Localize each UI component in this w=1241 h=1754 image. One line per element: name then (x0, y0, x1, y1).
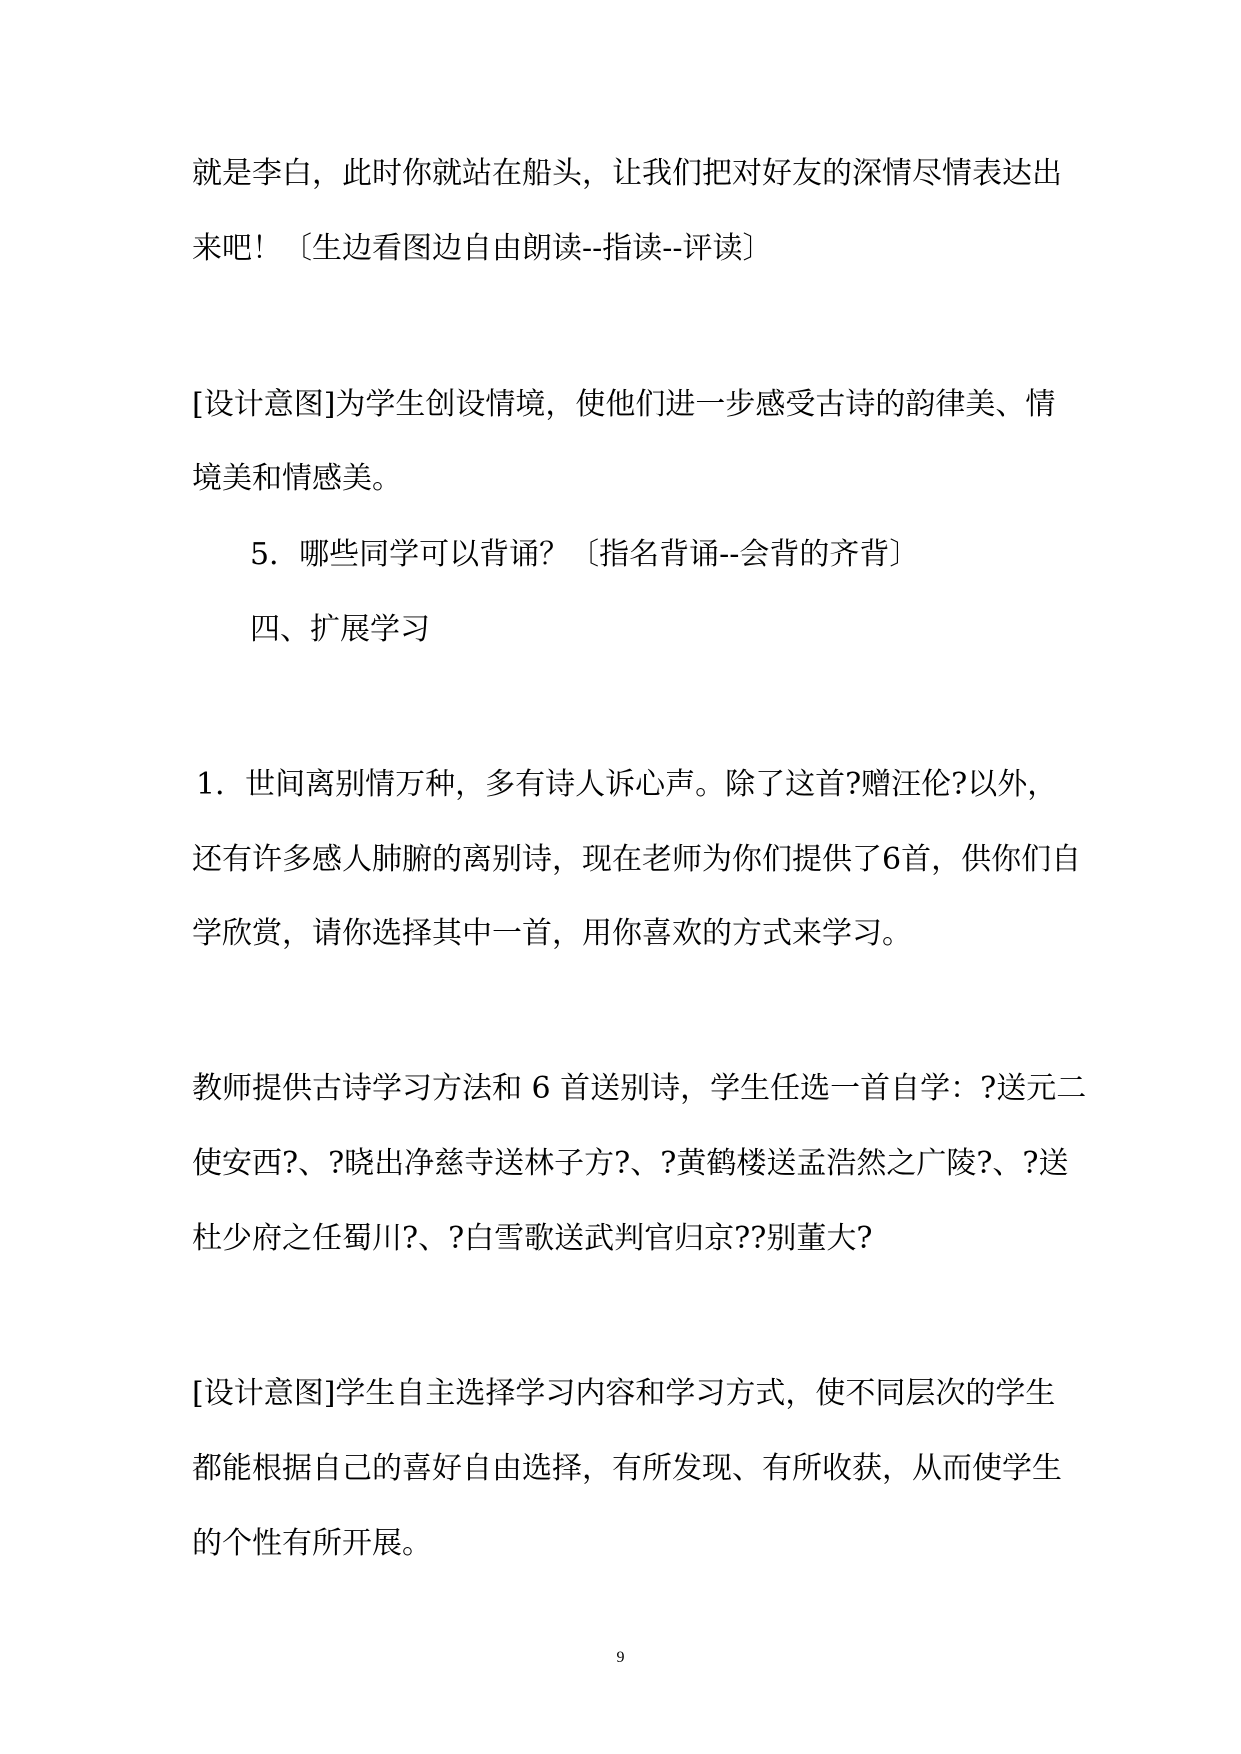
text-line-2: 来吧！〔生边看图边自由朗读--指读--评读〕 (192, 231, 773, 266)
text-line-14: 都能根据自己的喜好自由选择，有所发现、有所收获，从而使学生 (192, 1451, 1062, 1486)
text-line-11: 使安西?、?晓出净慈寺送林子方?、?黄鹤楼送孟浩然之广陵?、?送 (192, 1146, 1069, 1181)
text-line-10: 教师提供古诗学习方法和 6 首送别诗，学生任选一首自学：?送元二 (192, 1071, 1087, 1106)
text-line-15: 的个性有所开展。 (192, 1526, 432, 1561)
text-line-4: 境美和情感美。 (192, 461, 402, 496)
text-line-13: [设计意图]学生自主选择学习内容和学习方式，使不同层次的学生 (192, 1376, 1056, 1411)
text-line-9: 学欣赏，请你选择其中一首，用你喜欢的方式来学习。 (192, 916, 912, 951)
text-line-7: 1．世间离别情万种，多有诗人诉心声。除了这首?赠汪伦?以外， (196, 767, 1058, 802)
page-number: 9 (616, 1649, 625, 1666)
text-line-3: [设计意图]为学生创设情境，使他们进一步感受古诗的韵律美、情 (192, 387, 1056, 422)
text-line-6: 四、扩展学习 (250, 612, 430, 647)
text-line-5: 5．哪些同学可以背诵？〔指名背诵--会背的齐背〕 (250, 537, 920, 572)
text-line-1: 就是李白，此时你就站在船头，让我们把对好友的深情尽情表达出 (192, 156, 1062, 191)
text-line-12: 杜少府之任蜀川?、?白雪歌送武判官归京??别董大? (192, 1221, 873, 1256)
text-line-8: 还有许多感人肺腑的离别诗，现在老师为你们提供了6首，供你们自 (192, 842, 1082, 877)
